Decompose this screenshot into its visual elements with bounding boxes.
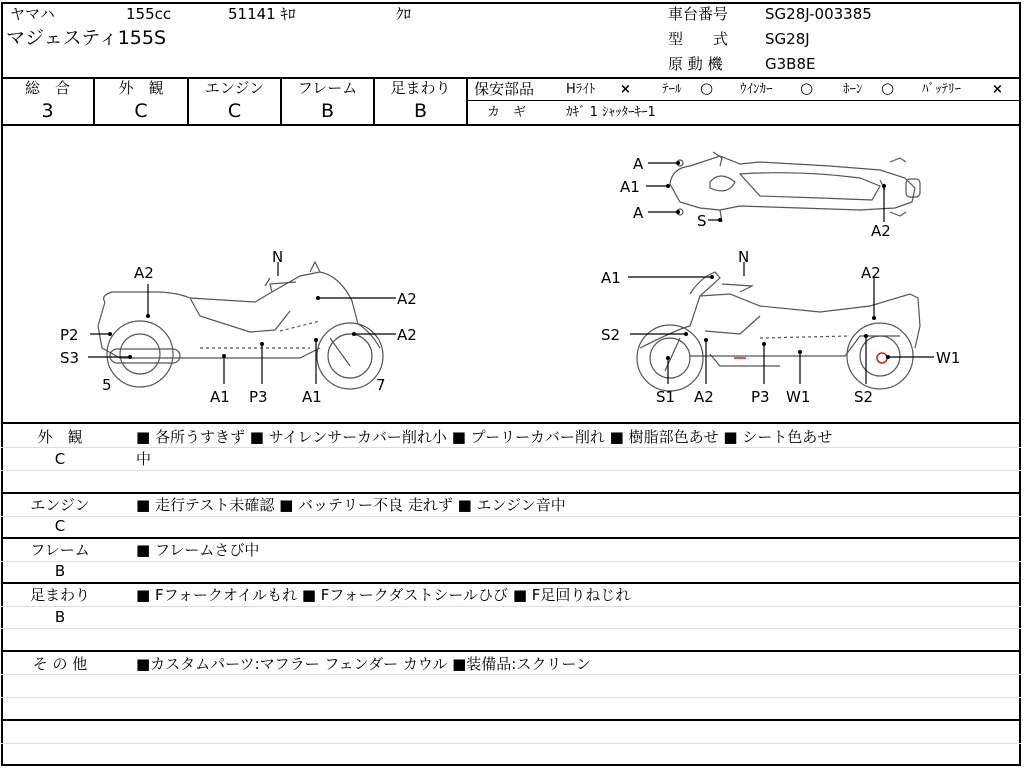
divider (1, 492, 1021, 494)
diagram-top-label: S (697, 212, 707, 230)
key-value: ｶｷﾞ 1 ｼｬｯﾀｰｷｰ1 (566, 105, 656, 120)
grade-label-frame: フレーム (297, 79, 358, 97)
remark-text-engine: ■ 走行テスト未確認 ■ バッテリー不良 走れず ■ エンジン音中 (136, 496, 566, 514)
safety-item-headlight: Hﾗｲﾄ (566, 82, 596, 97)
rule-line (1, 743, 1021, 744)
diagram-left-label: 7 (376, 376, 386, 394)
diagram-left-label: A2 (397, 290, 417, 308)
remark-grade-frame: B (54, 562, 66, 580)
rule-line (1, 561, 1021, 562)
rule-line (1, 447, 1021, 448)
diagram-top-label: A1 (620, 178, 640, 196)
engine-model-label: 原 動 機 (668, 55, 723, 73)
model-name: マジェスティ155S (6, 27, 167, 49)
safety-mark-battery: × (992, 82, 1003, 97)
maker: ヤマハ (10, 5, 55, 23)
safety-mark-horn: ○ (881, 79, 895, 97)
safety-item-tail: ﾃｰﾙ (662, 82, 682, 97)
remark-label-other: そ の 他 (32, 655, 88, 673)
grade-value-suspension: B (413, 100, 428, 122)
safety-mark-headlight: × (620, 82, 631, 97)
safety-item-horn: ﾎｰﾝ (843, 82, 863, 97)
diagram-top-label: A2 (871, 222, 891, 240)
remark-label-engine: エンジン (30, 496, 90, 514)
safety-item-winker: ｳｲﾝｶｰ (740, 82, 773, 97)
diagram-right-label: S1 (656, 388, 676, 406)
remark-grade-exterior: C (54, 450, 66, 468)
rule-line (1, 606, 1021, 607)
frame-number-label: 車台番号 (668, 5, 729, 23)
diagram-left-label: S3 (60, 349, 80, 367)
key-label: カ ギ (487, 105, 527, 120)
frame-number-value: SG28J-003385 (765, 5, 872, 23)
diagram-right-label: A2 (861, 264, 881, 282)
diagram-right-label: W1 (936, 349, 961, 367)
diagram-right-label: S2 (854, 388, 874, 406)
diagram-right-label: W1 (786, 388, 811, 406)
mileage: 51141 ｷﾛ (228, 5, 296, 23)
safety-item-battery: ﾊﾞｯﾃﾘｰ (922, 82, 961, 97)
grade-label-overall: 総 合 (24, 79, 70, 97)
remark-label-suspension: 足まわり (29, 586, 90, 604)
grade-value-exterior: C (134, 100, 148, 122)
diagram-top-label: A (633, 204, 644, 222)
safety-mark-winker: ○ (800, 79, 814, 97)
grade-label-suspension: 足まわり (390, 79, 451, 97)
diagram-left-label: P2 (60, 326, 79, 344)
diagram-top-label: A (633, 155, 644, 173)
safety-label: 保安部品 (474, 80, 535, 98)
scooter-right-side-drawing (637, 272, 920, 391)
color: ｸﾛ (396, 5, 412, 23)
remark-grade-engine: C (54, 517, 66, 535)
divider (1, 537, 1021, 539)
diagram-left-label: N (272, 248, 284, 266)
safety-mark-tail: ○ (700, 79, 714, 97)
rule-line (1, 628, 1021, 629)
grade-value-overall: 3 (41, 100, 54, 122)
remark-text-exterior-cont: 中 (136, 450, 152, 468)
model-code-label: 型 式 (668, 30, 729, 48)
divider (466, 78, 468, 125)
remark-label-exterior: 外 観 (37, 428, 83, 446)
rule-line (1, 674, 1021, 675)
divider (467, 100, 1020, 101)
diagram-right-label: A1 (601, 269, 621, 287)
remark-label-frame: フレーム (30, 541, 90, 559)
diagram-right-label: P3 (751, 388, 770, 406)
remark-text-exterior: ■ 各所うすきず ■ サイレンサーカバー削れ小 ■ プーリーカバー削れ ■ 樹脂部色あせ ■ シート色あせ (136, 428, 833, 446)
diagram-right-label: S2 (601, 326, 621, 344)
divider (1, 422, 1021, 424)
grade-label-engine: エンジン (204, 79, 265, 97)
rule-line (1, 697, 1021, 698)
divider (1, 582, 1021, 584)
damage-diagram (0, 126, 1024, 422)
remark-grade-suspension: B (54, 608, 66, 626)
grade-value-engine: C (227, 100, 242, 122)
divider (1, 719, 1021, 721)
diagram-left-label: A1 (302, 388, 322, 406)
diagram-left-label: A1 (210, 388, 230, 406)
rule-line (1, 470, 1021, 471)
diagram-left-label: P3 (249, 388, 268, 406)
remark-text-frame: ■ フレームさび中 (136, 541, 260, 559)
diagram-right-label: N (738, 248, 750, 266)
grade-label-exterior: 外 観 (118, 79, 164, 97)
remark-text-suspension: ■ Fフォークオイルもれ ■ Fフォークダストシールひび ■ F足回りねじれ (136, 586, 631, 604)
diagram-left-label: A2 (134, 264, 154, 282)
divider (1, 650, 1021, 652)
rule-line (1, 516, 1021, 517)
remark-text-other: ■カスタムパーツ:マフラー フェンダー カウル ■装備品:スクリーン (136, 655, 592, 673)
diagram-left-label: 5 (102, 376, 112, 394)
diagram-left-label: A2 (397, 326, 417, 344)
engine-model-value: G3B8E (765, 55, 816, 73)
model-code-value: SG28J (765, 30, 810, 48)
displacement: 155cc (126, 5, 172, 23)
grade-value-frame: B (320, 100, 335, 122)
diagram-right-label: A2 (694, 388, 714, 406)
